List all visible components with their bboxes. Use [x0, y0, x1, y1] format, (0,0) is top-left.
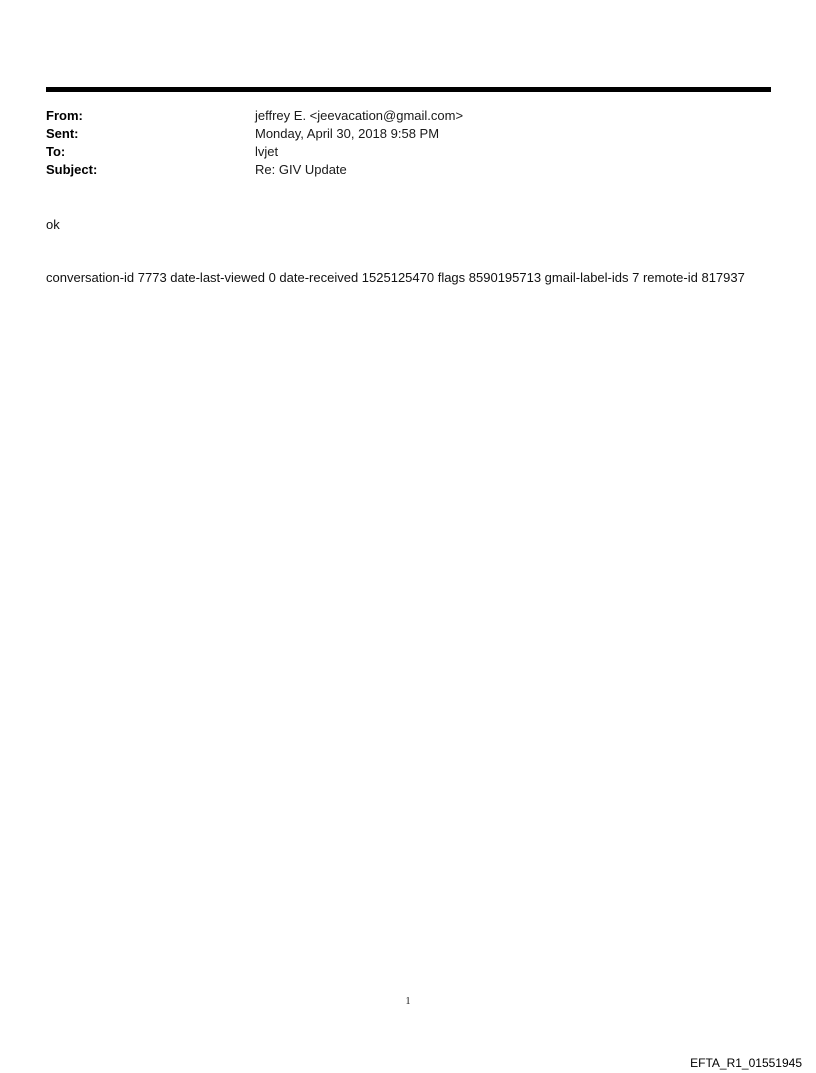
message-metadata: conversation-id 7773 date-last-viewed 0 date-received 1525125470 flags 8590195713 gmail-label-ids 7 remote-id 817937 — [46, 270, 745, 285]
from-value: jeffrey E. <jeevacation@gmail.com> — [255, 108, 464, 123]
to-value: lvjet — [255, 144, 279, 159]
sent-label: Sent: — [46, 126, 79, 141]
subject-value: Re: GIV Update — [255, 162, 347, 177]
sent-value: Monday, April 30, 2018 9:58 PM — [255, 126, 440, 141]
subject-label: Subject: — [46, 162, 98, 177]
from-row — [46, 107, 771, 125]
from-label: From: — [46, 108, 83, 123]
to-row — [46, 143, 771, 161]
to-label: To: — [46, 144, 66, 159]
header-divider — [46, 87, 771, 92]
message-body: ok — [46, 217, 60, 232]
bates-number: EFTA_R1_01551945 — [690, 1056, 802, 1070]
email-header — [46, 107, 771, 179]
page-number: 1 — [405, 996, 411, 1007]
sent-row — [46, 125, 771, 143]
subject-row — [46, 161, 771, 179]
